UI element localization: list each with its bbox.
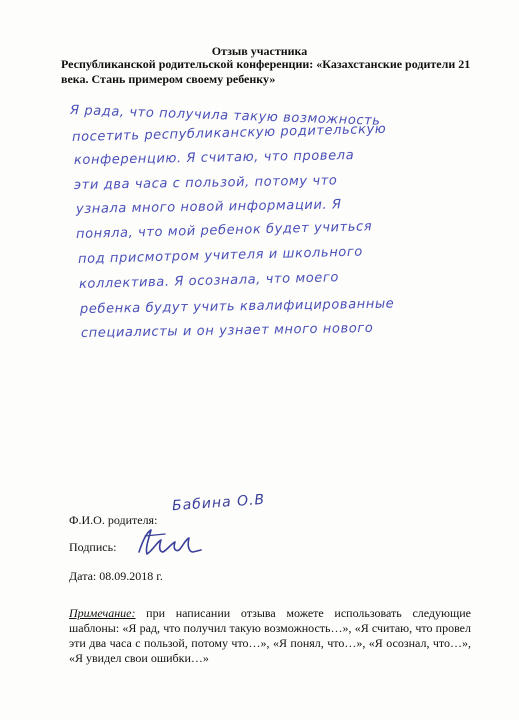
handwritten-line: Я рада, что получила такую возможность [69,103,381,129]
date-field: Дата: 08.09.2018 г. [69,569,163,583]
handwritten-line: узнала много новой информации. Я [75,197,342,217]
handwritten-line: ребенка будут учить квалифицированные [79,296,395,317]
document-title: Отзыв участника [211,44,308,58]
note-label: Примечание: [69,606,136,620]
handwritten-line: конференцию. Я считаю, что провела [73,148,355,168]
handwritten-line: поняла, что мой ребенок будет учиться [75,219,373,242]
signature-image [135,522,205,562]
handwritten-line: специалисты и он узнает много нового [80,320,374,341]
handwritten-line: под присмотром учителя и школьного [77,244,364,267]
note-text: при написании отзыва можете использовать следующие шаблоны: «Я рад, что получил такую возможность…», «Я считаю, что провел эти два часа с пользой, потому что…», «Я понял, что…», «Я осознал, что…», «Я увидел свои ошибки…» [69,606,471,665]
conference-name: Республиканской родительской конференции: «Казахстанские родители 21 века. Стань примером своему ребенку» [61,57,471,86]
handwritten-line: коллектива. Я осознала, что моего [78,270,340,292]
parent-name-value: Бабина О.В [171,491,266,515]
handwritten-line: посетить республиканскую родительскую [71,121,387,145]
parent-name-label: Ф.И.О. родителя: [69,513,158,527]
signature-label: Подпись: [69,540,117,554]
handwritten-line: эти два часа с пользой, потому что [73,173,338,193]
note-paragraph [69,606,471,666]
